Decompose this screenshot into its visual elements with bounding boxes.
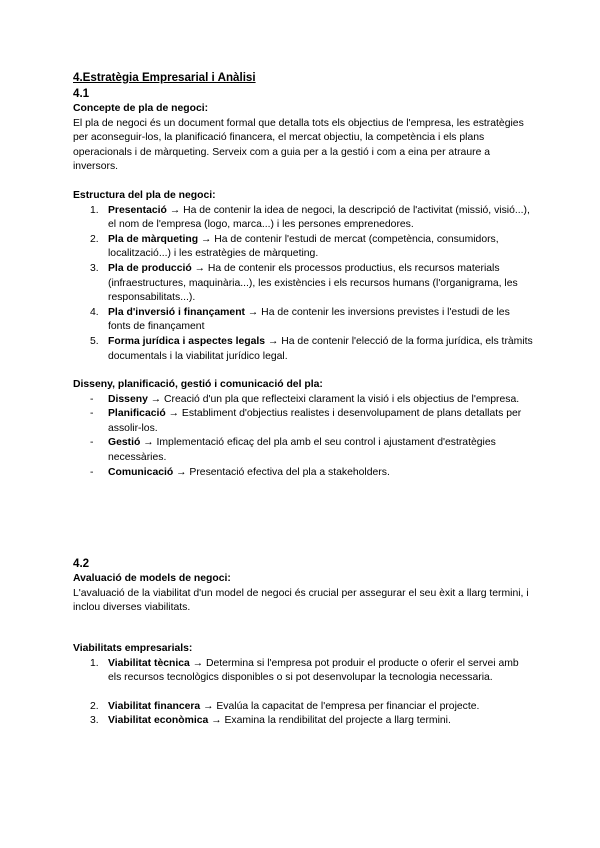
- section-title: 4.Estratègia Empresarial i Anàlisi: [73, 71, 256, 84]
- list-item: 5. Forma jurídica i aspectes legals → Ha de contenir l'elecció de la forma jurídica, els tràmits documentals i la viabilitat jurídico legal.: [90, 335, 533, 362]
- list-item: 1. Viabilitat tècnica → Determina si l'empresa pot produir el producte o oferir el servei amb els recursos tecnològics disponibles o si pot desenvolupar la tecnologia necessaria.: [90, 657, 519, 684]
- viability-heading: Viabilitats empresarials:: [73, 643, 193, 655]
- list-item: 3. Pla de producció → Ha de contenir els processos productius, els recursos materials (infraestructures, maquinària...), les existències i els recursos humans (l'organigrama, les responsabilitats...).: [90, 262, 518, 304]
- list-item: - Planificació → Establiment d'objectius realistes i desenvolupament de plans detallats per assolir-los.: [90, 408, 522, 434]
- list-item: - Disseny → Creació d'un pla que reflecteixi clarament la visió i els objectius de l'empresa.: [90, 393, 520, 405]
- eval-paragraph: L'avaluació de la viabilitat d'un model de negoci és crucial per assegurar el seu èxit a llarg termini, i inclou diverses viabilitats.: [73, 587, 529, 614]
- concept-heading: Concepte de pla de negoci:: [73, 103, 209, 114]
- concept-paragraph: El pla de negoci és un document formal que detalla tots els objectius de l'empresa, les estratègies per aconseguir-los, la planificació financera, el mercat objectiu, la competència i els plans operacionals i de màrqueting. Serveix com a guia per a la gestió i com a eina per atraure a inversors.: [73, 117, 524, 173]
- section-number-4-2: 4.2: [73, 557, 90, 571]
- design-heading: Disseny, planificació, gestió i comunicació del pla:: [73, 379, 323, 391]
- list-item: - Gestió → Implementació eficaç del pla amb el seu control i ajustament d'estratègies necessàries.: [90, 437, 496, 464]
- eval-heading: Avaluació de models de negoci:: [73, 573, 231, 585]
- list-item: 2. Viabilitat financera → Evalúa la capacitat de l'empresa per financiar el projecte.: [90, 700, 480, 712]
- list-item: 3. Viabilitat econòmica → Examina la rendibilitat del projecte a llarg termini.: [90, 715, 451, 727]
- list-item: 4. Pla d'inversió i finançament → Ha de contenir les inversions previstes i l'estudi de les fonts de finançament: [90, 306, 510, 333]
- structure-list: [73, 204, 533, 365]
- section-number-4-1: 4.1: [73, 87, 90, 100]
- document-page: [73, 70, 533, 729]
- viability-list: [73, 657, 533, 729]
- structure-heading: Estructura del pla de negoci:: [73, 189, 216, 201]
- list-item: - Comunicació → Presentació efectiva del pla a stakeholders.: [90, 466, 390, 478]
- design-list: [73, 393, 533, 481]
- list-item: 1. Presentació → Ha de contenir la idea de negoci, la descripció de l'activitat (missió, visió...), el nom de l'empresa (logo, marca...) i les persones emprenedores.: [90, 204, 530, 231]
- list-item: 2. Pla de màrqueting → Ha de contenir l'estudi de mercat (competència, consumidors, localització...) i les estratègies de màrqueting.: [90, 233, 499, 260]
